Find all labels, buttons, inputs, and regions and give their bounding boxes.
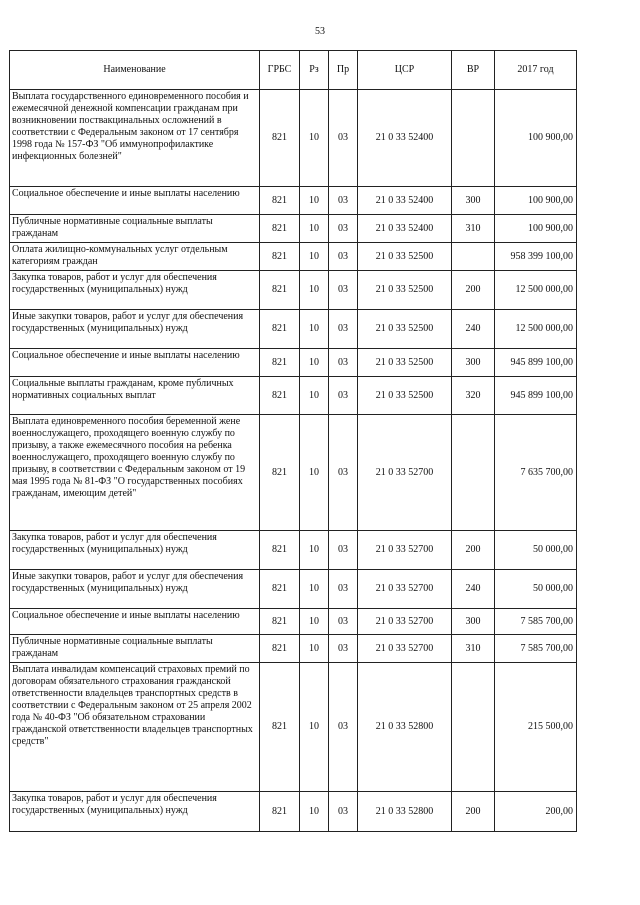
header-rz: Рз <box>300 51 329 90</box>
row-grbs: 821 <box>260 349 300 377</box>
row-pr: 03 <box>329 663 358 792</box>
row-csr: 21 0 33 52700 <box>358 415 452 531</box>
row-grbs: 821 <box>260 215 300 243</box>
row-vr: 320 <box>452 377 495 415</box>
row-pr: 03 <box>329 90 358 187</box>
row-vr: 300 <box>452 609 495 635</box>
row-pr: 03 <box>329 215 358 243</box>
row-sum: 12 500 000,00 <box>495 271 577 310</box>
row-csr: 21 0 33 52700 <box>358 570 452 609</box>
row-rz: 10 <box>300 215 329 243</box>
row-vr: 310 <box>452 635 495 663</box>
table-row <box>10 271 577 310</box>
row-csr: 21 0 33 52500 <box>358 349 452 377</box>
row-vr <box>452 90 495 187</box>
row-csr: 21 0 33 52400 <box>358 187 452 215</box>
table-row <box>10 792 577 832</box>
row-pr: 03 <box>329 243 358 271</box>
row-name: Социальное обеспечение и иные выплаты населению <box>10 609 260 635</box>
row-name: Социальные выплаты гражданам, кроме публичных нормативных социальных выплат <box>10 377 260 415</box>
row-grbs: 821 <box>260 377 300 415</box>
row-pr: 03 <box>329 635 358 663</box>
row-csr: 21 0 33 52500 <box>358 310 452 349</box>
row-rz: 10 <box>300 349 329 377</box>
header-year: 2017 год <box>495 51 577 90</box>
row-vr: 200 <box>452 271 495 310</box>
table-row <box>10 609 577 635</box>
row-pr: 03 <box>329 271 358 310</box>
table-row <box>10 243 577 271</box>
table-row <box>10 570 577 609</box>
row-vr: 300 <box>452 349 495 377</box>
row-vr: 200 <box>452 531 495 570</box>
row-name: Закупка товаров, работ и услуг для обеспечения государственных (муниципальных) нужд <box>10 792 260 832</box>
row-pr: 03 <box>329 349 358 377</box>
row-vr: 300 <box>452 187 495 215</box>
row-name: Социальное обеспечение и иные выплаты населению <box>10 349 260 377</box>
header-grbs: ГРБС <box>260 51 300 90</box>
row-vr: 240 <box>452 570 495 609</box>
row-grbs: 821 <box>260 531 300 570</box>
table-row <box>10 349 577 377</box>
row-grbs: 821 <box>260 609 300 635</box>
row-csr: 21 0 33 52700 <box>358 635 452 663</box>
row-grbs: 821 <box>260 415 300 531</box>
row-rz: 10 <box>300 792 329 832</box>
budget-table <box>9 50 577 832</box>
header-pr: Пр <box>329 51 358 90</box>
row-grbs: 821 <box>260 187 300 215</box>
row-grbs: 821 <box>260 243 300 271</box>
row-rz: 10 <box>300 635 329 663</box>
table-row <box>10 415 577 531</box>
row-csr: 21 0 33 52400 <box>358 215 452 243</box>
row-name: Закупка товаров, работ и услуг для обеспечения государственных (муниципальных) нужд <box>10 271 260 310</box>
row-sum: 100 900,00 <box>495 187 577 215</box>
table-row <box>10 90 577 187</box>
row-sum: 7 585 700,00 <box>495 635 577 663</box>
row-sum: 50 000,00 <box>495 531 577 570</box>
row-grbs: 821 <box>260 90 300 187</box>
row-csr: 21 0 33 52500 <box>358 377 452 415</box>
table-row <box>10 215 577 243</box>
row-sum: 50 000,00 <box>495 570 577 609</box>
row-csr: 21 0 33 52800 <box>358 792 452 832</box>
row-csr: 21 0 33 52400 <box>358 90 452 187</box>
header-vr: ВР <box>452 51 495 90</box>
row-csr: 21 0 33 52500 <box>358 243 452 271</box>
row-sum: 7 635 700,00 <box>495 415 577 531</box>
table-row <box>10 663 577 792</box>
row-grbs: 821 <box>260 271 300 310</box>
row-name: Публичные нормативные социальные выплаты гражданам <box>10 215 260 243</box>
row-vr: 310 <box>452 215 495 243</box>
row-vr <box>452 243 495 271</box>
row-rz: 10 <box>300 415 329 531</box>
row-rz: 10 <box>300 271 329 310</box>
row-name: Публичные нормативные социальные выплаты гражданам <box>10 635 260 663</box>
row-sum: 200,00 <box>495 792 577 832</box>
row-pr: 03 <box>329 570 358 609</box>
row-vr <box>452 663 495 792</box>
table-row <box>10 531 577 570</box>
row-rz: 10 <box>300 609 329 635</box>
row-grbs: 821 <box>260 635 300 663</box>
row-vr: 200 <box>452 792 495 832</box>
row-rz: 10 <box>300 570 329 609</box>
table-row <box>10 310 577 349</box>
row-rz: 10 <box>300 377 329 415</box>
row-csr: 21 0 33 52800 <box>358 663 452 792</box>
row-csr: 21 0 33 52700 <box>358 609 452 635</box>
table-row <box>10 377 577 415</box>
table-header-row <box>10 51 577 90</box>
row-grbs: 821 <box>260 570 300 609</box>
row-rz: 10 <box>300 90 329 187</box>
row-pr: 03 <box>329 792 358 832</box>
row-pr: 03 <box>329 377 358 415</box>
row-pr: 03 <box>329 609 358 635</box>
row-name: Выплата инвалидам компенсаций страховых премий по договорам обязательного страхования гражданской ответственности владельцев транспортных средств в соответствии с Федеральным законом от 25 апреля 2002 года № 40-ФЗ "Об обязательном страховании гражданской ответственности владельцев транспортных средств" <box>10 663 260 792</box>
row-name: Выплата государственного единовременного пособия и ежемесячной денежной компенсации гражданам при возникновении поствакцинальных осложнений в соответствии с Федеральным законом от 17 сентября 1998 года № 157-ФЗ "Об иммунопрофилактике инфекционных болезней" <box>10 90 260 187</box>
header-name: Наименование <box>10 51 260 90</box>
row-pr: 03 <box>329 415 358 531</box>
table-row <box>10 187 577 215</box>
table-row <box>10 635 577 663</box>
row-grbs: 821 <box>260 663 300 792</box>
row-sum: 100 900,00 <box>495 90 577 187</box>
row-vr <box>452 415 495 531</box>
row-sum: 100 900,00 <box>495 215 577 243</box>
row-name: Оплата жилищно-коммунальных услуг отдельным категориям граждан <box>10 243 260 271</box>
page-number: 53 <box>315 26 325 37</box>
row-sum: 12 500 000,00 <box>495 310 577 349</box>
row-grbs: 821 <box>260 792 300 832</box>
row-name: Иные закупки товаров, работ и услуг для обеспечения государственных (муниципальных) нужд <box>10 570 260 609</box>
header-csr: ЦСР <box>358 51 452 90</box>
row-rz: 10 <box>300 531 329 570</box>
row-name: Закупка товаров, работ и услуг для обеспечения государственных (муниципальных) нужд <box>10 531 260 570</box>
row-rz: 10 <box>300 243 329 271</box>
row-vr: 240 <box>452 310 495 349</box>
row-pr: 03 <box>329 310 358 349</box>
row-sum: 215 500,00 <box>495 663 577 792</box>
row-name: Иные закупки товаров, работ и услуг для обеспечения государственных (муниципальных) нужд <box>10 310 260 349</box>
row-name: Социальное обеспечение и иные выплаты населению <box>10 187 260 215</box>
row-rz: 10 <box>300 310 329 349</box>
row-csr: 21 0 33 52700 <box>358 531 452 570</box>
row-rz: 10 <box>300 663 329 792</box>
row-sum: 945 899 100,00 <box>495 377 577 415</box>
row-rz: 10 <box>300 187 329 215</box>
row-csr: 21 0 33 52500 <box>358 271 452 310</box>
row-sum: 7 585 700,00 <box>495 609 577 635</box>
row-name: Выплата единовременного пособия беременной жене военнослужащего, проходящего военную службу по призыву, а также ежемесячного пособия на ребенка военнослужащего, проходящего военную службу по призыву, в соответствии с Федеральным законом от 19 мая 1995 года № 81-ФЗ "О государственных пособиях гражданам, имеющим детей" <box>10 415 260 531</box>
row-sum: 958 399 100,00 <box>495 243 577 271</box>
row-grbs: 821 <box>260 310 300 349</box>
row-pr: 03 <box>329 187 358 215</box>
row-pr: 03 <box>329 531 358 570</box>
row-sum: 945 899 100,00 <box>495 349 577 377</box>
